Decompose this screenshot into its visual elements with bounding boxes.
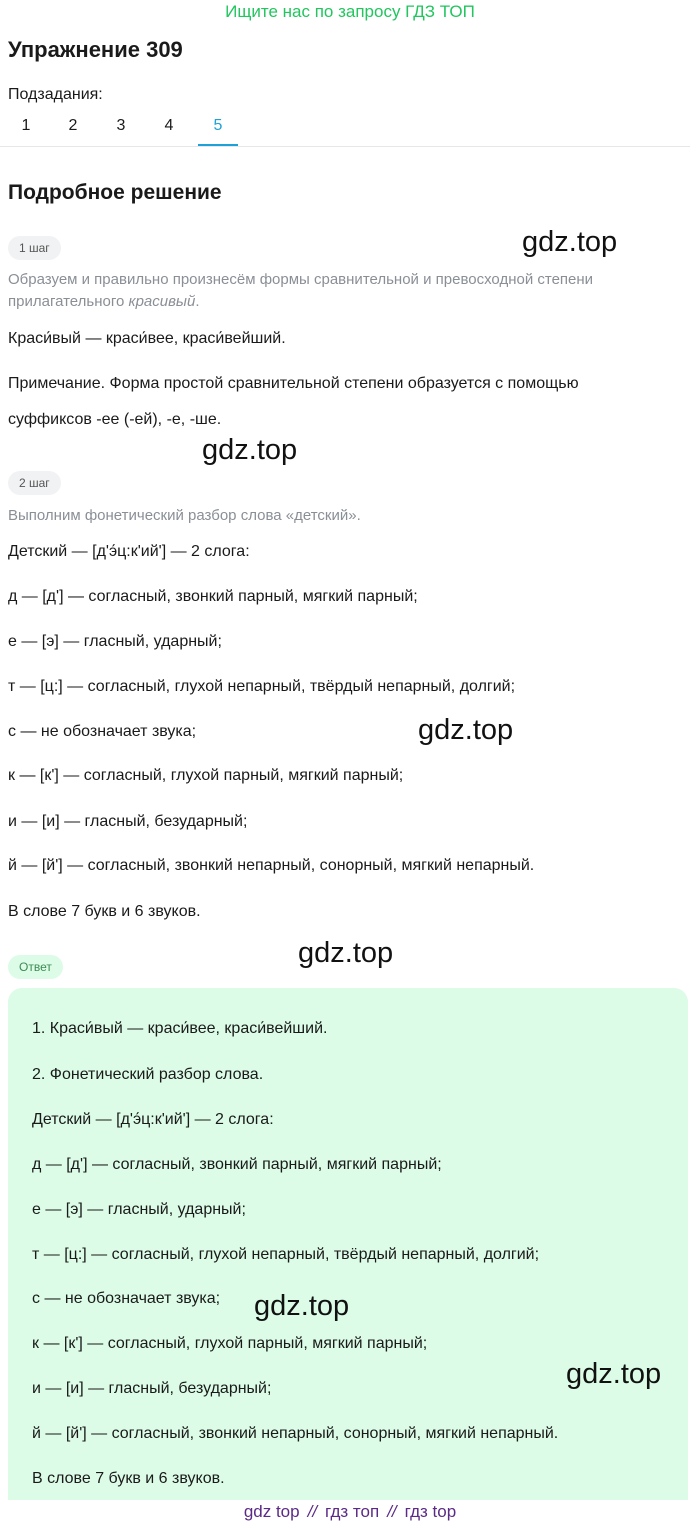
step-badge-1: 1 шаг xyxy=(8,236,61,260)
step-hint-1 xyxy=(8,269,688,313)
watermark: gdz.top xyxy=(418,714,514,746)
answer-line-7: с — не обозначает звука; xyxy=(32,1290,221,1307)
watermark: gdz.top xyxy=(298,937,394,969)
watermark: gdz.top xyxy=(202,434,298,466)
subtask-tabs xyxy=(0,108,690,147)
step-hint-2: Выполним фонетический разбор слова «детский». xyxy=(8,507,361,524)
watermark: gdz.top xyxy=(566,1358,662,1390)
step2-line-3: е — [э] — гласный, ударный; xyxy=(8,633,222,650)
answer-line-10: й — [й'] — согласный, звонкий непарный, сонорный, мягкий непарный. xyxy=(32,1425,559,1442)
step-hint-1-word: красивый xyxy=(128,293,196,310)
answer-line-2: 2. Фонетический разбор слова. xyxy=(32,1066,264,1083)
answer-badge: Ответ xyxy=(8,955,63,979)
page-title: Упражнение 309 xyxy=(8,37,183,62)
step2-line-4: т — [ц:] — согласный, глухой непарный, твёрдый непарный, долгий; xyxy=(8,678,516,695)
footer-link-gdz-top[interactable]: gdz top xyxy=(243,1502,300,1521)
answer-line-5: е — [э] — гласный, ударный; xyxy=(32,1201,246,1218)
subtask-tab-1[interactable]: 1 xyxy=(21,117,31,134)
answer-box xyxy=(8,988,688,1500)
answer-line-11: В слове 7 букв и 6 звуков. xyxy=(32,1470,225,1487)
step-badge-2: 2 шаг xyxy=(8,471,61,495)
answer-line-3: Детский — [д'э́ц:к'ий'] — 2 слога: xyxy=(32,1111,274,1128)
subtask-tab-2[interactable]: 2 xyxy=(68,117,78,134)
answer-line-1: 1. Краси́вый — краси́вее, краси́вейший. xyxy=(32,1020,328,1037)
step1-line-3: суффиксов -ее (-ей), -е, -ше. xyxy=(8,411,222,428)
step2-line-1: Детский — [д'э́ц:к'ий'] — 2 слога: xyxy=(8,543,250,560)
step2-line-6: к — [к'] — согласный, глухой парный, мягкий парный; xyxy=(8,767,404,784)
subtasks-label: Подзадания: xyxy=(8,86,103,103)
watermark: gdz.top xyxy=(254,1290,350,1322)
answer-line-4: д — [д'] — согласный, звонкий парный, мягкий парный; xyxy=(32,1156,442,1173)
subtask-tab-5[interactable]: 5 xyxy=(198,108,238,146)
answer-line-9: и — [и] — гласный, безударный; xyxy=(32,1380,272,1397)
answer-line-6: т — [ц:] — согласный, глухой непарный, твёрдый непарный, долгий; xyxy=(32,1246,540,1263)
footer-links xyxy=(0,1502,700,1522)
step-hint-1-text: Образуем и правильно произнесём формы сравнительной и превосходной степени прилагательного xyxy=(8,271,594,310)
footer-separator: // xyxy=(307,1502,318,1521)
subtask-tab-4[interactable]: 4 xyxy=(164,117,174,134)
subtask-tab-3[interactable]: 3 xyxy=(116,117,126,134)
footer-link-gdz-top-mixed[interactable]: гдз top xyxy=(404,1502,457,1521)
step-hint-1-end: . xyxy=(195,293,200,310)
step2-line-9: В слове 7 букв и 6 звуков. xyxy=(8,903,201,920)
step2-line-2: д — [д'] — согласный, звонкий парный, мягкий парный; xyxy=(8,588,418,605)
step1-line-2: Примечание. Форма простой сравнительной степени образуется с помощью xyxy=(8,375,579,392)
watermark: gdz.top xyxy=(522,226,618,258)
step2-line-7: и — [и] — гласный, безударный; xyxy=(8,813,248,830)
step2-line-5: с — не обозначает звука; xyxy=(8,723,197,740)
section-title: Подробное решение xyxy=(8,181,222,204)
step1-line-1: Краси́вый — краси́вее, краси́вейший. xyxy=(8,330,286,347)
footer-separator: // xyxy=(387,1502,397,1521)
step2-line-8: й — [й'] — согласный, звонкий непарный, сонорный, мягкий непарный. xyxy=(8,857,535,874)
answer-line-8: к — [к'] — согласный, глухой парный, мягкий парный; xyxy=(32,1335,428,1352)
footer-link-gdz-top-ru[interactable]: гдз топ xyxy=(325,1502,380,1521)
promo-banner: Ищите нас по запросу ГДЗ ТОП xyxy=(225,2,475,21)
